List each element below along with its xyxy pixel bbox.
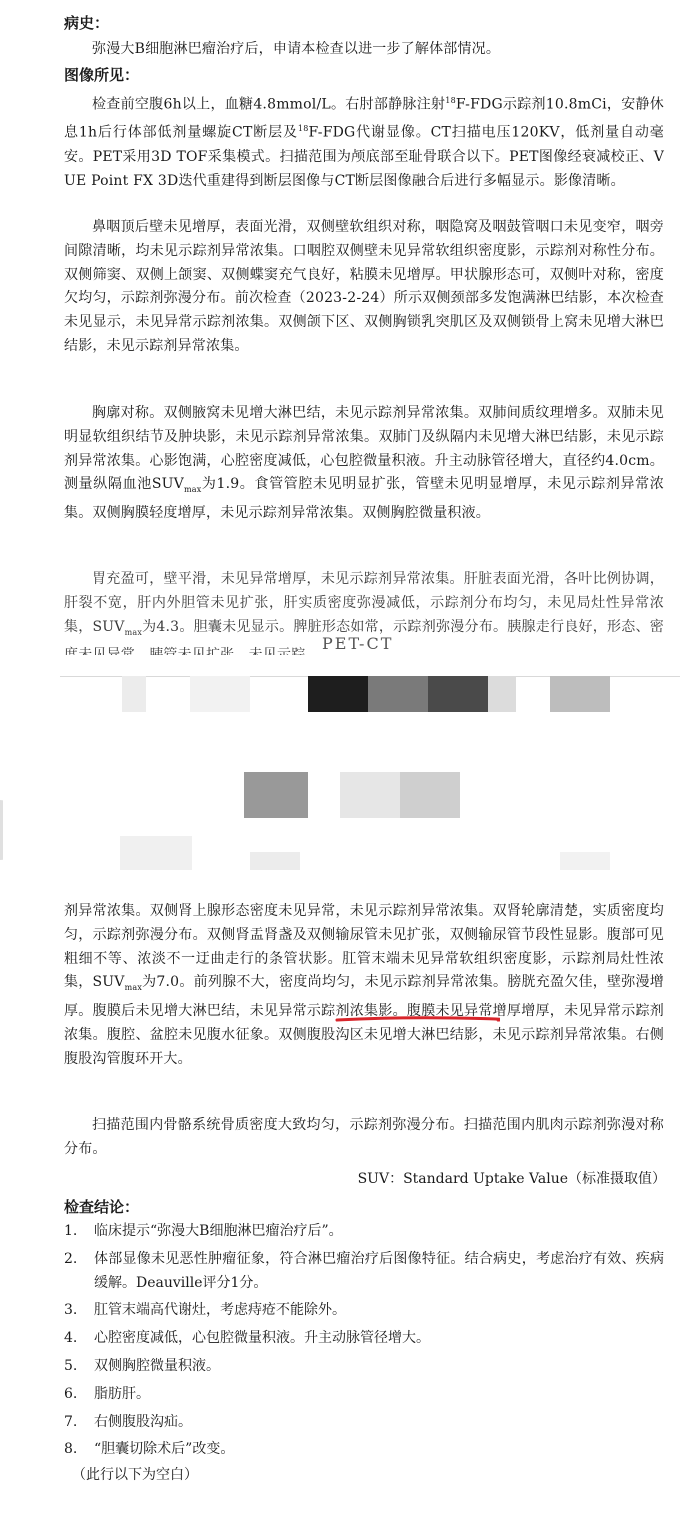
suv-subscript: max: [124, 983, 143, 993]
suv-subscript: max: [124, 627, 143, 637]
list-item: [64, 1220, 664, 1244]
list-item: [64, 1411, 664, 1435]
abdomen-text-a: 胃充盈可，壁平滑，未见异常增厚，未见示踪剂异常浓集。肝脏表面光滑，各叶比例协调，肝裂不宽，肝内外胆管未见扩张，肝实质密度弥漫减低，示踪剂分布均匀，未见局灶性异常浓集，SUV: [64, 571, 664, 635]
redaction-block: [368, 676, 428, 712]
item-number: 7.: [64, 1413, 78, 1430]
list-item: [64, 1299, 664, 1323]
redaction-block: [120, 836, 192, 870]
pelvis-text-a: 剂异常浓集。双侧肾上腺形态密度未见异常，未见示踪剂异常浓集。双肾轮廓清楚，实质密度均匀，示踪剂弥漫分布。双侧肾盂肾盏及双侧输尿管未见扩张，双侧输尿管节段性显影。腹部可见粗细不等、浓淡不一迂曲走行的条管状影。肛管末端未见异常软组织密度影，示踪剂局灶性浓集，SUV: [64, 903, 664, 991]
list-item: [64, 1248, 664, 1296]
item-number: 2.: [64, 1250, 78, 1267]
item-number: 4.: [64, 1330, 78, 1347]
technique-text-c: F-FDG代谢显像。CT扫描电压120KV，低剂量自动毫安。PET采用3D TOF采集模式。扫描范围为颅底部至耻骨联合以下。PET图像经衰减校正、VUE Point FX 3D迭代重建得到断层图像与CT断层图像融合后进行多幅显示。影像清晰。: [64, 125, 664, 189]
list-item: [64, 1438, 664, 1462]
findings-paragraph-technique: [64, 89, 664, 194]
suv-definition-note: SUV：Standard Uptake Value（标准摄取值）: [357, 1171, 666, 1187]
list-item: [64, 1355, 664, 1379]
technique-text-b: F-FDG示踪剂10.8mCi，安静休息1h后行体部低剂量螺旋CT断层及: [64, 96, 664, 142]
list-item: [64, 1327, 664, 1351]
red-pen-underline: [335, 1015, 500, 1023]
item-text: 心腔密度减低，心包腔微量积液。升主动脉管径增大。: [94, 1330, 430, 1347]
abdomen-text-b: 为4.3。胆囊未见显示。脾脏形态如常，示踪剂弥漫分布。胰腺走行良好，形态、密: [142, 618, 664, 635]
isotope-superscript-2: 18: [297, 124, 309, 134]
item-number: 1.: [64, 1223, 78, 1239]
item-text: 临床提示“弥漫大B细胞淋巴瘤治疗后”。: [94, 1223, 343, 1239]
item-number: 3.: [64, 1302, 78, 1319]
findings-paragraph-chest: [64, 402, 664, 526]
chest-text-a: 胸廓对称。双侧腋窝未见增大淋巴结，未见示踪剂异常浓集。双肺间质纹理增多。双肺未见明显软组织结节及肿块影，未见示踪剂异常浓集。双肺门及纵隔内未见增大淋巴结影，未见示踪剂异常浓集。心影饱满，心腔密度减低，心包腔微量积液。升主动脉管径增大，直径约4.0cm。测量纵隔血池SUV: [64, 405, 664, 493]
pelvis-text-b: 为7.0。前列腺不大，密度尚均匀，未见示踪剂异常浓集。膀胱充盈欠佳，壁弥漫增厚。腹膜后未见增大淋巴结，未见异常示踪剂浓集影。腹膜未见异常增厚增厚，未见异常示踪剂浓集。腹腔、盆腔未见腹水征象。双侧腹股沟区未见增大淋巴结影，未见示踪剂异常浓集。右侧腹股沟管腹环开大。: [64, 974, 664, 1067]
redaction-block: [244, 772, 308, 818]
item-text: 右侧腹股沟疝。: [94, 1413, 192, 1430]
item-number: 8.: [64, 1441, 78, 1458]
conclusion-heading: 检查结论：: [64, 1198, 140, 1216]
suv-subscript: max: [183, 485, 202, 495]
item-text: “胆囊切除术后”改变。: [94, 1441, 235, 1458]
item-text: 肛管末端高代谢灶，考虑痔疮不能除外。: [94, 1302, 346, 1319]
blank-below-note: （此行以下为空白）: [72, 1467, 198, 1483]
findings-paragraph-bone-muscle: 扫描范围内骨骼系统骨质密度大致均匀，示踪剂弥漫分布。扫描范围内肌肉示踪剂弥漫对称分布。: [64, 1117, 664, 1157]
history-text: 弥漫大B细胞淋巴瘤治疗后，申请本检查以进一步了解体部情况。: [92, 41, 501, 57]
redaction-block: [488, 676, 516, 712]
redaction-block: [400, 772, 460, 818]
redaction-block: [122, 676, 146, 712]
redaction-block: [428, 676, 488, 712]
findings-paragraph-head-neck: 鼻咽顶后壁未见增厚，表面光滑，双侧壁软组织对称，咽隐窝及咽鼓管咽口未见变窄，咽旁间隙清晰，均未见示踪剂异常浓集。口咽腔双侧壁未见异常软组织密度影，示踪剂对称性分布。双侧筛窦、双侧上颌窦、双侧蝶窦充气良好，粘膜未见增厚。甲状腺形态可，双侧叶对称，密度欠均匀，示踪剂弥漫分布。前次检查（2023-2-24）所示双侧颈部多发饱满淋巴结影，本次检查未见显示，未见异常示踪剂浓集。双侧颌下区、双侧胸锁乳突肌区及双侧锁骨上窝未见增大淋巴结影，未见示踪剂异常浓集。: [64, 219, 664, 354]
findings-heading: 图像所见：: [64, 66, 140, 84]
redaction-block: [190, 676, 250, 712]
pet-ct-watermark: PET-CT: [322, 634, 394, 653]
item-text: 双侧胸腔微量积液。: [94, 1357, 220, 1374]
history-heading: 病史：: [64, 14, 110, 32]
redaction-block: [340, 772, 400, 818]
isotope-superscript: 18: [445, 96, 456, 105]
item-text: 体部显像未见恶性肿瘤征象，符合淋巴瘤治疗后图像特征。结合病史，考虑治疗有效、疾病缓解。Deauville评分1分。: [94, 1250, 664, 1291]
conclusion-list: [64, 1220, 664, 1466]
redaction-block: [560, 852, 610, 870]
page-curl-shadow: [0, 800, 17, 860]
chest-text-b: 为1.9。食管管腔未见明显扩张，管壁未见明显增厚，未见示踪剂异常浓集。双侧胸膜轻度增厚，未见示踪剂异常浓集。双侧胸腔微量积液。: [64, 476, 664, 521]
list-item: [64, 1383, 664, 1407]
item-text: 脂肪肝。: [94, 1385, 150, 1402]
technique-text-a: 检查前空腹6h以上，血糖4.8mmol/L。右肘部静脉注射: [92, 96, 446, 113]
redaction-block: [308, 676, 368, 712]
item-number: 5.: [64, 1357, 78, 1374]
item-number: 6.: [64, 1385, 78, 1402]
redaction-block: [250, 852, 300, 870]
redaction-block: [550, 676, 610, 712]
findings-paragraph-urinary-pelvis: [64, 900, 664, 1071]
